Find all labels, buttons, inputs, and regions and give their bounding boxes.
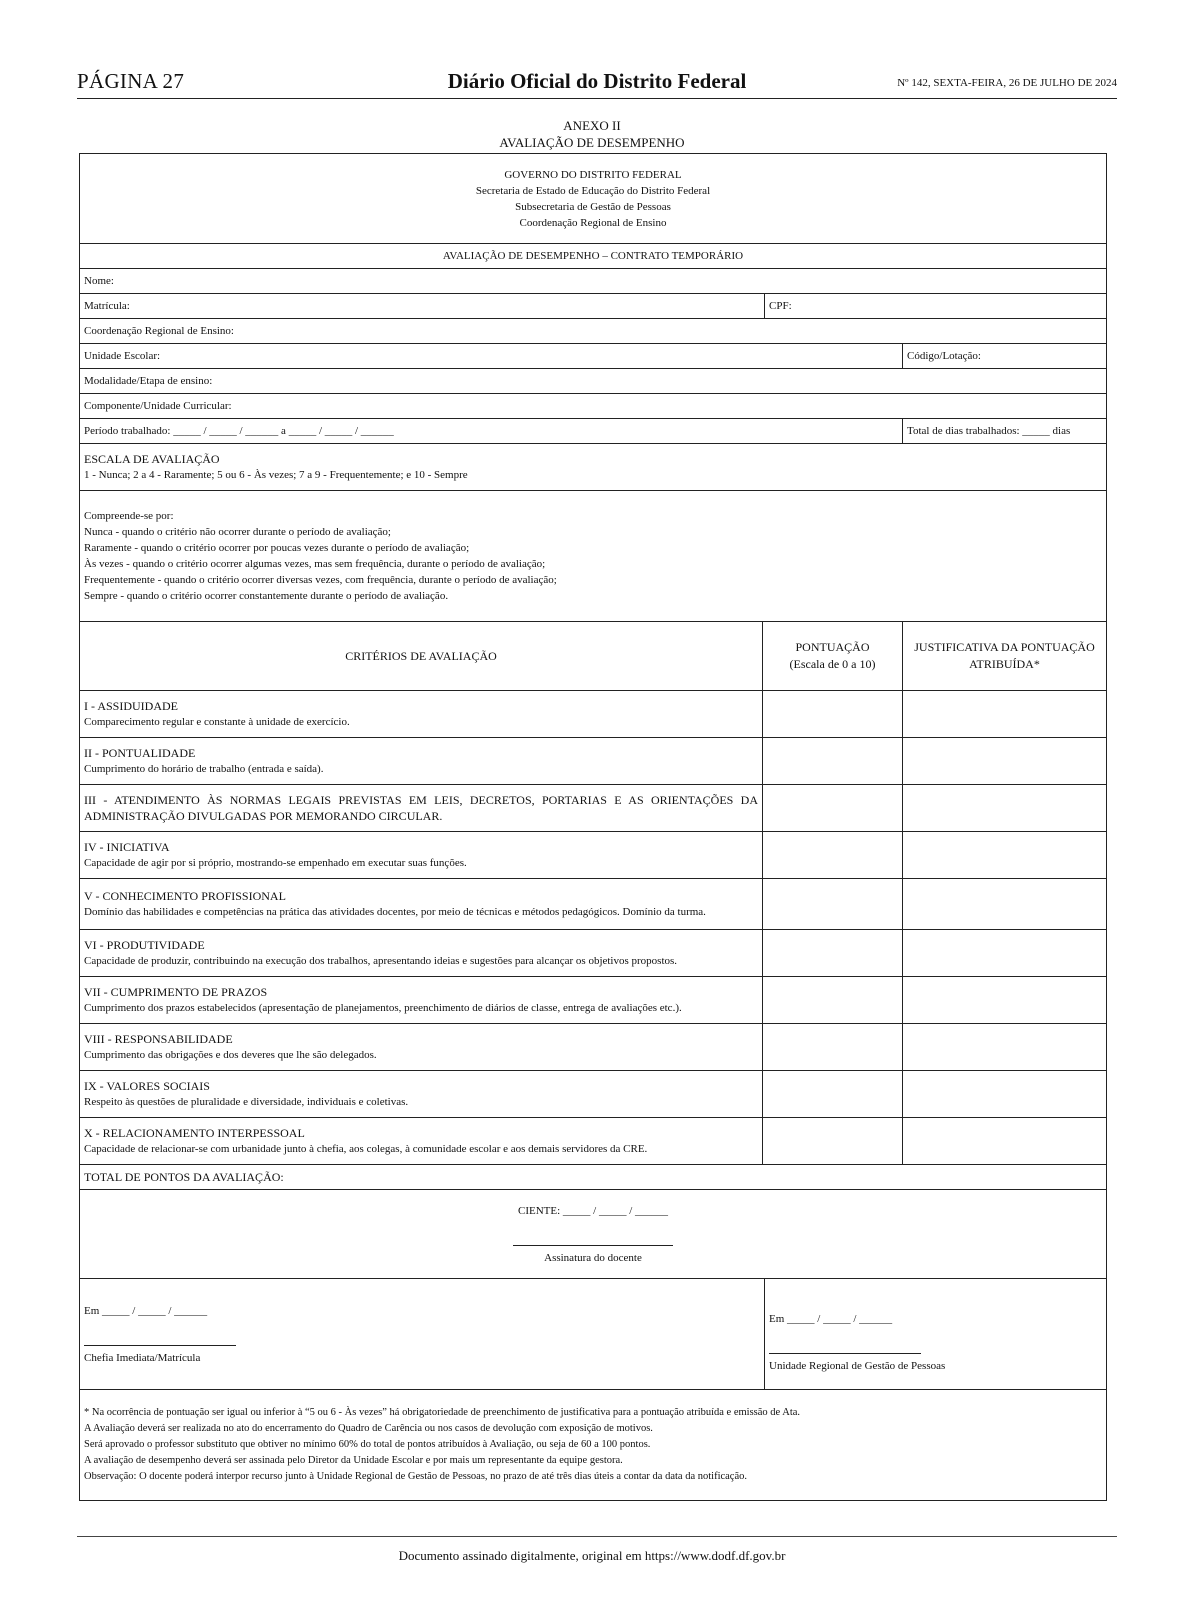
criterion-description: Cumprimento do horário de trabalho (entrada e saída). <box>84 763 324 775</box>
score-cell[interactable] <box>762 1071 902 1117</box>
form-title: AVALIAÇÃO DE DESEMPENHO – CONTRATO TEMPORÁRIO <box>80 243 1106 268</box>
score-header-line1: PONTUAÇÃO <box>795 640 870 654</box>
scale-block <box>80 443 1106 490</box>
note-line: A avaliação de desempenho deverá ser assinada pelo Diretor da Unidade Escolar e por mais um representante da equipe gestora. <box>84 1455 623 1466</box>
row-unidade <box>80 343 1106 368</box>
score-column-header <box>762 622 902 690</box>
government-block <box>80 154 1106 243</box>
score-cell[interactable] <box>762 879 902 929</box>
ciente-date[interactable]: CIENTE: _____ / _____ / ______ <box>517 1205 669 1217</box>
criterion-description: Comparecimento regular e constante à unidade de exercício. <box>84 716 350 728</box>
score-cell[interactable] <box>762 977 902 1023</box>
criteria-header <box>80 621 1106 690</box>
criterion-title: III - ATENDIMENTO ÀS NORMAS LEGAIS PREVISTAS EM LEIS, DECRETOS, PORTARIAS E AS ORIENTAÇÕES DA ADMINISTRAÇÃO DIVULGADAS POR MEMORANDO CIRCULAR. <box>84 793 758 823</box>
justification-header-line2: ATRIBUÍDA* <box>969 657 1040 671</box>
gov-line: Coordenação Regional de Ensino <box>519 216 667 229</box>
definitions-block <box>80 490 1106 621</box>
criteria-column-header: CRITÉRIOS DE AVALIAÇÃO <box>345 648 497 663</box>
field-modalidade[interactable]: Modalidade/Etapa de ensino: <box>84 375 213 387</box>
criterion-title: IV - INICIATIVA <box>84 840 170 854</box>
field-unidade[interactable]: Unidade Escolar: <box>84 350 161 362</box>
total-row <box>80 1164 1106 1189</box>
scale-title: ESCALA DE AVALIAÇÃO <box>84 452 220 466</box>
row-nome <box>80 268 1106 293</box>
note-line: A Avaliação deverá ser realizada no ato do encerramento do Quadro de Carência ou nos casos de devolução com exposição de motivos. <box>84 1423 653 1434</box>
criterion-description: Capacidade de agir por si próprio, mostrando-se empenhado em executar suas funções. <box>84 857 467 869</box>
field-cpf[interactable]: CPF: <box>764 294 1106 318</box>
note-line: Será aprovado o professor substituto que obtiver no mínimo 60% do total de pontos atribuídos à Avaliação, ou seja de 60 a 100 pontos. <box>84 1439 651 1450</box>
criterion-row <box>80 1070 1106 1117</box>
definition-line: Compreende-se por: <box>84 510 174 522</box>
justification-cell[interactable] <box>902 785 1106 831</box>
criterion-description: Capacidade de produzir, contribuindo na execução dos trabalhos, apresentando ideias e sugestões para alcançar os objetivos propostos. <box>84 955 678 967</box>
justification-cell[interactable] <box>902 1024 1106 1070</box>
row-matricula <box>80 293 1106 318</box>
criterion-title: I - ASSIDUIDADE <box>84 699 178 713</box>
criterion-row <box>80 690 1106 737</box>
criterion-row <box>80 831 1106 878</box>
gov-line: GOVERNO DO DISTRITO FEDERAL <box>504 168 682 181</box>
row-modalidade <box>80 368 1106 393</box>
gov-line: Subsecretaria de Gestão de Pessoas <box>515 200 671 213</box>
ciente-row <box>80 1189 1106 1278</box>
field-codigo[interactable]: Código/Lotação: <box>902 344 1106 368</box>
docente-signature-line <box>513 1245 673 1246</box>
score-cell[interactable] <box>762 1118 902 1164</box>
note-line: * Na ocorrência de pontuação ser igual ou inferior à “5 ou 6 - Às vezes” há obrigatoriedade de preenchimento de justificativa para a pontuação atribuída e emissão de Ata. <box>84 1407 801 1418</box>
criterion-row <box>80 976 1106 1023</box>
edition-info: Nº 142, SEXTA-FEIRA, 26 DE JULHO DE 2024 <box>897 77 1117 89</box>
annex-number: ANEXO II <box>563 118 621 133</box>
justification-cell[interactable] <box>902 832 1106 878</box>
row-periodo <box>80 418 1106 443</box>
criterion-title: VI - PRODUTIVIDADE <box>84 938 205 952</box>
criterion-row <box>80 737 1106 784</box>
row-cre <box>80 318 1106 343</box>
page-number: PÁGINA 27 <box>77 69 185 93</box>
page-header <box>77 66 1117 99</box>
definition-line: Sempre - quando o critério ocorrer constantemente durante o período de avaliação. <box>84 590 449 602</box>
criterion-description: Capacidade de relacionar-se com urbanidade junto à chefia, aos colegas, à comunidade escolar e aos demais servidores da CRE. <box>84 1143 648 1155</box>
criterion-row <box>80 784 1106 831</box>
criterion-title: X - RELACIONAMENTO INTERPESSOAL <box>84 1126 305 1140</box>
score-cell[interactable] <box>762 832 902 878</box>
score-header-line2: (Escala de 0 a 10) <box>789 657 876 671</box>
field-nome[interactable]: Nome: <box>84 275 114 287</box>
criterion-title: VII - CUMPRIMENTO DE PRAZOS <box>84 985 268 999</box>
criterion-title: II - PONTUALIDADE <box>84 746 196 760</box>
field-matricula[interactable]: Matrícula: <box>84 300 130 312</box>
unidade-regional-signature-label: Unidade Regional de Gestão de Pessoas <box>769 1360 946 1372</box>
scale-text: 1 - Nunca; 2 a 4 - Raramente; 5 ou 6 - Às vezes; 7 a 9 - Frequentemente; e 10 - Sempre <box>84 469 468 481</box>
criterion-row <box>80 929 1106 976</box>
criterion-row <box>80 1023 1106 1070</box>
annex-title: AVALIAÇÃO DE DESEMPENHO <box>499 135 685 150</box>
row-componente <box>80 393 1106 418</box>
definition-line: Nunca - quando o critério não ocorrer durante o período de avaliação; <box>84 526 391 538</box>
justification-cell[interactable] <box>902 930 1106 976</box>
criterion-row <box>80 1117 1106 1164</box>
chefia-signature-label: Chefia Imediata/Matrícula <box>84 1352 201 1364</box>
justification-cell[interactable] <box>902 1071 1106 1117</box>
unidade-regional-date[interactable]: Em _____ / _____ / ______ <box>769 1313 893 1325</box>
gazette-title: Diário Oficial do Distrito Federal <box>447 69 747 93</box>
field-componente[interactable]: Componente/Unidade Curricular: <box>84 400 232 412</box>
score-cell[interactable] <box>762 738 902 784</box>
score-cell[interactable] <box>762 930 902 976</box>
justification-column-header <box>902 622 1106 690</box>
justification-cell[interactable] <box>902 879 1106 929</box>
criterion-description: Cumprimento dos prazos estabelecidos (apresentação de planejamentos, preenchimento de diários de classe, entrega de avaliações etc.). <box>84 1002 682 1014</box>
criterion-title: V - CONHECIMENTO PROFISSIONAL <box>84 889 286 903</box>
criterion-description: Cumprimento das obrigações e dos deveres que lhe são delegados. <box>84 1049 377 1061</box>
score-cell[interactable] <box>762 1024 902 1070</box>
gov-line: Secretaria de Estado de Educação do Distrito Federal <box>475 184 711 197</box>
justification-cell[interactable] <box>902 977 1106 1023</box>
justification-cell[interactable] <box>902 691 1106 737</box>
criterion-title: IX - VALORES SOCIAIS <box>84 1079 210 1093</box>
unidade-regional-signature-line <box>769 1353 921 1354</box>
footer-text: Documento assinado digitalmente, original em https://www.dodf.df.gov.br <box>398 1548 786 1563</box>
justification-cell[interactable] <box>902 1118 1106 1164</box>
score-cell[interactable] <box>762 691 902 737</box>
note-line: Observação: O docente poderá interpor recurso junto à Unidade Regional de Gestão de Pessoas, no prazo de até três dias úteis a contar da data da notificação. <box>84 1471 747 1482</box>
score-cell[interactable] <box>762 785 902 831</box>
chefia-date[interactable]: Em _____ / _____ / ______ <box>84 1305 208 1317</box>
criterion-description: Domínio das habilidades e competências na prática das atividades docentes, por meio de técnicas e métodos pedagógicos. Domínio da turma. <box>84 906 706 918</box>
justification-cell[interactable] <box>902 738 1106 784</box>
field-cre[interactable]: Coordenação Regional de Ensino: <box>84 325 234 337</box>
docente-signature-label: Assinatura do docente <box>544 1252 642 1264</box>
total-points-field[interactable]: TOTAL DE PONTOS DA AVALIAÇÃO: <box>84 1169 284 1184</box>
field-periodo[interactable]: Período trabalhado: _____ / _____ / ______ a _____ / _____ / ______ <box>84 425 394 437</box>
justification-header-line1: JUSTIFICATIVA DA PONTUAÇÃO <box>914 640 1095 654</box>
signatures-row <box>80 1278 1106 1389</box>
chefia-signature-line <box>84 1345 236 1346</box>
definition-line: Às vezes - quando o critério ocorrer algumas vezes, mas sem frequência, durante o período de avaliação; <box>84 558 546 570</box>
evaluation-form <box>79 153 1107 1501</box>
criterion-row <box>80 878 1106 929</box>
footer-divider <box>77 1536 1117 1537</box>
field-total-dias[interactable]: Total de dias trabalhados: _____ dias <box>902 419 1106 443</box>
notes-block <box>80 1389 1106 1500</box>
definition-line: Raramente - quando o critério ocorrer por poucas vezes durante o período de avaliação; <box>84 542 470 554</box>
definition-line: Frequentemente - quando o critério ocorrer diversas vezes, com frequência, durante o período de avaliação; <box>84 574 557 586</box>
criterion-title: VIII - RESPONSABILIDADE <box>84 1032 233 1046</box>
criterion-description: Respeito às questões de pluralidade e diversidade, individuais e coletivas. <box>84 1096 409 1108</box>
